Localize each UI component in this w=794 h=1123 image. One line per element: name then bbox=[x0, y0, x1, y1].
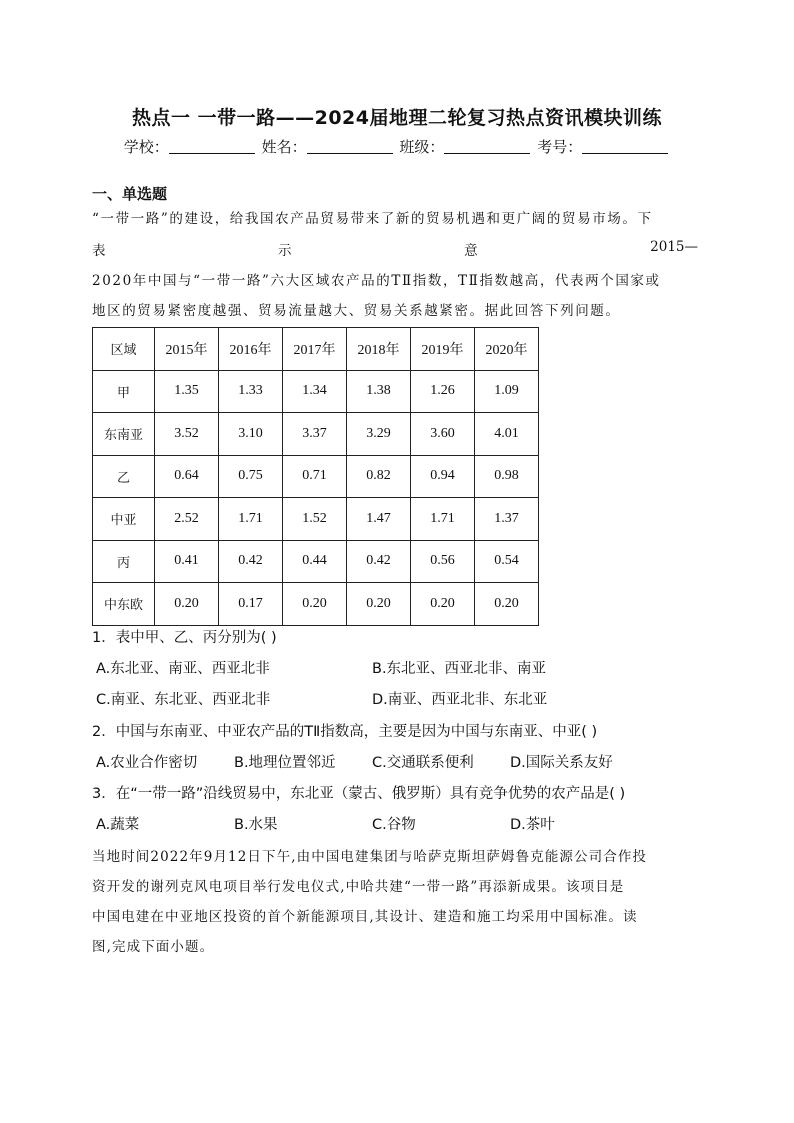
table-cell: 1.09 bbox=[475, 370, 539, 413]
intro-line-1: “一带一路”的建设，给我国农产品贸易带来了新的贸易机遇和更广阔的贸易市场。下 bbox=[92, 211, 653, 227]
table-cell: 1.37 bbox=[475, 498, 539, 541]
table-cell: 乙 bbox=[93, 455, 155, 498]
question-3-stem: 3．在“一带一路”沿线贸易中，东北亚（蒙古、俄罗斯）具有竞争优势的农产品是( ) bbox=[92, 786, 626, 802]
table-cell: 0.54 bbox=[475, 540, 539, 583]
name-blank[interactable] bbox=[307, 138, 393, 154]
table-header-cell: 2020年 bbox=[475, 328, 539, 371]
table-cell: 中东欧 bbox=[93, 583, 155, 626]
page-title: 热点一 一带一路——2024届地理二轮复习热点资讯模块训练 bbox=[132, 107, 662, 129]
table-cell: 0.75 bbox=[219, 455, 283, 498]
table-cell: 1.52 bbox=[283, 498, 347, 541]
table-cell: 中亚 bbox=[93, 498, 155, 541]
passage2-line-4: 图,完成下面小题。 bbox=[92, 939, 215, 955]
table-row bbox=[93, 455, 539, 498]
table-cell: 1.71 bbox=[219, 498, 283, 541]
intro-word: 表 bbox=[92, 243, 106, 259]
class-blank[interactable] bbox=[444, 138, 530, 154]
passage2-line-2: 资开发的谢列克风电项目举行发电仪式,中哈共建“一带一路”再添新成果。该项目是 bbox=[92, 879, 625, 895]
student-info-line bbox=[0, 136, 794, 157]
table-row bbox=[93, 370, 539, 413]
question-3-option-c[interactable]: C.谷物 bbox=[372, 817, 416, 833]
table-cell: 0.42 bbox=[219, 540, 283, 583]
table-cell: 0.44 bbox=[283, 540, 347, 583]
table-cell: 0.71 bbox=[283, 455, 347, 498]
table-cell: 0.17 bbox=[219, 583, 283, 626]
table-header-cell: 2018年 bbox=[347, 328, 411, 371]
tii-index-table bbox=[92, 327, 539, 626]
table-cell: 0.94 bbox=[411, 455, 475, 498]
table-cell: 3.29 bbox=[347, 413, 411, 456]
school-label: 学校： bbox=[123, 138, 169, 156]
table-cell: 1.38 bbox=[347, 370, 411, 413]
intro-word: 示 bbox=[278, 243, 292, 259]
table-header-cell: 2015年 bbox=[155, 328, 219, 371]
table-row bbox=[93, 413, 539, 456]
exam-no-blank[interactable] bbox=[582, 138, 668, 154]
intro-line-4: 地区的贸易紧密度越强、贸易流量越大、贸易关系越紧密。据此回答下列问题。 bbox=[92, 303, 621, 319]
table-cell: 0.20 bbox=[411, 583, 475, 626]
question-3-option-b[interactable]: B.水果 bbox=[234, 817, 278, 833]
table-cell: 甲 bbox=[93, 370, 155, 413]
table-cell: 丙 bbox=[93, 540, 155, 583]
intro-word: 2015— bbox=[650, 239, 698, 255]
table-cell: 1.26 bbox=[411, 370, 475, 413]
table-cell: 4.01 bbox=[475, 413, 539, 456]
name-label: 姓名： bbox=[261, 138, 307, 156]
school-blank[interactable] bbox=[169, 138, 255, 154]
exam-no-label: 考号： bbox=[537, 138, 583, 156]
question-2-option-a[interactable]: A.农业合作密切 bbox=[96, 755, 198, 771]
table-cell: 3.37 bbox=[283, 413, 347, 456]
question-1-option-c[interactable]: C.南亚、东北亚、西亚北非 bbox=[96, 692, 271, 708]
class-label: 班级： bbox=[399, 138, 445, 156]
table-header-cell: 2017年 bbox=[283, 328, 347, 371]
table-row bbox=[93, 498, 539, 541]
table-cell: 0.98 bbox=[475, 455, 539, 498]
table-header-row bbox=[93, 328, 539, 371]
table-header-cell: 2019年 bbox=[411, 328, 475, 371]
table-cell: 1.35 bbox=[155, 370, 219, 413]
table-cell: 0.20 bbox=[347, 583, 411, 626]
intro-line-2 bbox=[92, 239, 698, 259]
table-cell: 0.41 bbox=[155, 540, 219, 583]
question-3-option-d[interactable]: D.茶叶 bbox=[510, 817, 555, 833]
table-cell: 1.33 bbox=[219, 370, 283, 413]
question-1-option-a[interactable]: A.东北亚、南亚、西亚北非 bbox=[96, 661, 270, 677]
table-cell: 1.47 bbox=[347, 498, 411, 541]
table-cell: 东南亚 bbox=[93, 413, 155, 456]
question-1-option-d[interactable]: D.南亚、西亚北非、东北亚 bbox=[372, 692, 548, 708]
passage2-line-3: 中国电建在中亚地区投资的首个新能源项目,其设计、建造和施工均采用中国标准。读 bbox=[92, 909, 638, 925]
table-cell: 0.64 bbox=[155, 455, 219, 498]
table-cell: 0.20 bbox=[155, 583, 219, 626]
table-cell: 3.60 bbox=[411, 413, 475, 456]
section-heading: 一、单选题 bbox=[92, 185, 168, 203]
table-cell: 0.20 bbox=[475, 583, 539, 626]
question-2-option-b[interactable]: B.地理位置邻近 bbox=[234, 755, 336, 771]
table-row bbox=[93, 583, 539, 626]
passage2-line-1: 当地时间2022年9月12日下午,由中国电建集团与哈萨克斯坦萨姆鲁克能源公司合作投 bbox=[92, 849, 648, 865]
table-cell: 3.10 bbox=[219, 413, 283, 456]
question-2-stem: 2．中国与东南亚、中亚农产品的TⅡ指数高，主要是因为中国与东南亚、中亚( ) bbox=[92, 724, 598, 740]
question-2-option-d[interactable]: D.国际关系友好 bbox=[510, 755, 613, 771]
intro-word: 意 bbox=[464, 243, 478, 259]
table-cell: 3.52 bbox=[155, 413, 219, 456]
table-cell: 0.82 bbox=[347, 455, 411, 498]
table-row bbox=[93, 540, 539, 583]
table-header-cell: 2016年 bbox=[219, 328, 283, 371]
question-2-option-c[interactable]: C.交通联系便利 bbox=[372, 755, 474, 771]
table-header-cell: 区域 bbox=[93, 328, 155, 371]
table-cell: 0.56 bbox=[411, 540, 475, 583]
question-1-option-b[interactable]: B.东北亚、西亚北非、南亚 bbox=[372, 661, 547, 677]
table-cell: 2.52 bbox=[155, 498, 219, 541]
question-3-option-a[interactable]: A.蔬菜 bbox=[96, 817, 140, 833]
table-cell: 0.42 bbox=[347, 540, 411, 583]
intro-line-3: 2020年中国与“一带一路”六大区域农产品的TⅡ指数，TⅡ指数越高，代表两个国家或 bbox=[92, 273, 661, 289]
question-1-stem: 1．表中甲、乙、丙分别为( ) bbox=[92, 630, 277, 646]
table-cell: 0.20 bbox=[283, 583, 347, 626]
table-cell: 1.34 bbox=[283, 370, 347, 413]
table-cell: 1.71 bbox=[411, 498, 475, 541]
